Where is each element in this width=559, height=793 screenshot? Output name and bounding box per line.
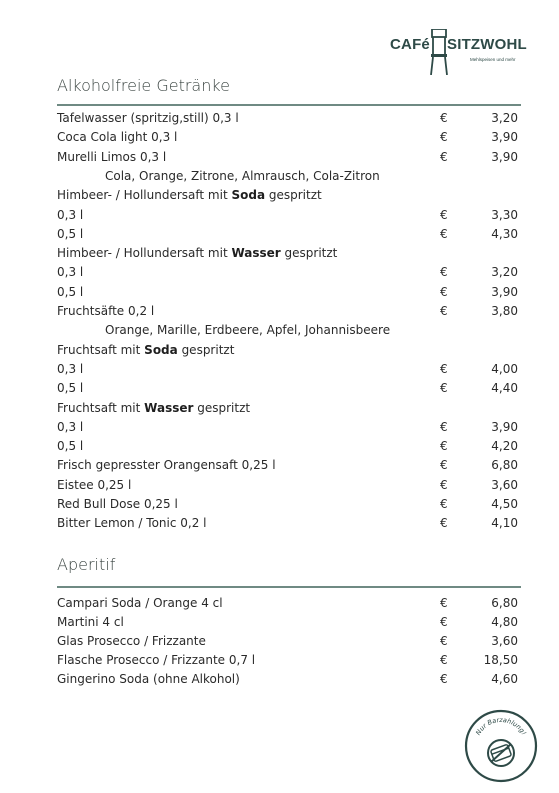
item-name: 0,3 l	[57, 361, 84, 376]
item-price: 3,30	[491, 207, 518, 222]
menu-item-row	[57, 596, 521, 615]
menu-item-row	[57, 208, 521, 227]
item-name: 0,3 l	[57, 207, 84, 222]
menu-item-row	[57, 458, 521, 477]
item-name	[57, 188, 322, 202]
no-card-icon	[488, 740, 514, 766]
currency-symbol: €	[440, 381, 448, 396]
menu-item-row	[57, 130, 521, 149]
cafe-logo	[388, 26, 528, 76]
menu-item-row	[57, 169, 521, 188]
item-name: Campari Soda / Orange 4 cl	[57, 596, 223, 610]
item-price: 4,80	[491, 615, 518, 629]
item-name: 0,5 l	[57, 284, 84, 299]
menu-item-row	[57, 672, 521, 691]
item-name: Frisch gepresster Orangensaft 0,25 l	[57, 458, 276, 473]
item-name: Gingerino Soda (ohne Alkohol)	[57, 672, 240, 686]
currency-symbol: €	[440, 516, 448, 531]
item-name: Fruchtsäfte 0,2 l	[57, 304, 155, 318]
item-name: Glas Prosecco / Frizzante	[57, 634, 206, 648]
item-price: 4,40	[491, 381, 518, 396]
item-price: 3,90	[491, 130, 518, 145]
item-name: Eistee 0,25 l	[57, 477, 132, 492]
item-name-part: gespritzt	[265, 188, 322, 203]
section-title-aperitif: Aperitif	[57, 555, 116, 574]
menu-item-row	[57, 439, 521, 458]
item-price: 4,60	[491, 672, 518, 686]
currency-symbol: €	[440, 419, 448, 434]
item-name: Murelli Limos 0,3 l	[57, 149, 167, 164]
flavor-list: Cola, Orange, Zitrone, Almrausch, Cola-Zitron	[105, 168, 380, 183]
currency-symbol: €	[440, 226, 448, 241]
currency-symbol: €	[440, 439, 448, 454]
currency-symbol: €	[440, 149, 448, 164]
logo-tagline: Mehlspeisen und mehr	[470, 57, 516, 62]
menu-item-row	[57, 265, 521, 284]
highlighted-word: Wasser	[231, 246, 281, 261]
logo-cafe-text: CAFé	[390, 36, 430, 53]
logo-sitzwohl-text: SITZWOHL	[447, 36, 527, 53]
item-price: 3,60	[491, 634, 518, 648]
item-name: 0,5 l	[57, 226, 84, 241]
item-price: 4,00	[491, 361, 518, 376]
item-price: 4,20	[491, 439, 518, 454]
cash-only-stamp	[463, 708, 539, 784]
item-price: 3,80	[491, 304, 518, 318]
section-title-alkoholfrei: Alkoholfreie Getränke	[57, 76, 230, 95]
menu-item-row	[57, 188, 521, 207]
currency-symbol: €	[440, 634, 448, 648]
highlighted-word: Soda	[144, 342, 178, 357]
section-divider	[57, 104, 521, 106]
item-name: 0,5 l	[57, 439, 84, 454]
currency-symbol: €	[440, 672, 448, 686]
item-price: 3,90	[491, 149, 518, 164]
chair-icon	[430, 29, 448, 75]
stamp-text: Nur Barzahlung!	[474, 715, 528, 737]
item-price: 6,80	[491, 458, 518, 473]
item-name: Bitter Lemon / Tonic 0,2 l	[57, 516, 207, 531]
menu-item-row	[57, 362, 521, 381]
item-name	[57, 246, 337, 260]
menu-item-row	[57, 653, 521, 672]
currency-symbol: €	[440, 477, 448, 492]
highlighted-word: Soda	[231, 188, 266, 203]
menu-item-row	[57, 401, 521, 420]
item-name-part: gespritzt	[193, 400, 251, 415]
currency-symbol: €	[440, 458, 448, 473]
menu-item-row	[57, 150, 521, 169]
menu-item-row	[57, 615, 521, 634]
section-divider	[57, 586, 521, 588]
menu-item-row	[57, 246, 521, 265]
item-name-part: Fruchtsaft mit	[57, 400, 145, 415]
item-price: 3,20	[491, 111, 518, 125]
item-name	[57, 343, 234, 357]
currency-symbol: €	[440, 304, 448, 318]
menu-item-row	[57, 381, 521, 400]
item-name: 0,3 l	[57, 419, 84, 434]
menu-item-row	[57, 420, 521, 439]
currency-symbol: €	[440, 615, 448, 629]
menu-item-row	[57, 634, 521, 653]
menu-item-row	[57, 516, 521, 535]
flavor-list: Orange, Marille, Erdbeere, Apfel, Johannisbeere	[105, 323, 391, 338]
item-name: Coca Cola light 0,3 l	[57, 130, 178, 145]
item-name: Red Bull Dose 0,25 l	[57, 497, 178, 511]
item-price: 4,10	[491, 516, 518, 531]
menu-item-row	[57, 497, 521, 516]
currency-symbol: €	[440, 361, 448, 376]
highlighted-word: Wasser	[144, 400, 194, 415]
menu-item-row	[57, 304, 521, 323]
item-name-part: Himbeer- / Hollundersaft mit	[57, 188, 232, 203]
item-price: 4,50	[491, 497, 518, 511]
currency-symbol: €	[440, 207, 448, 222]
menu-item-row	[57, 285, 521, 304]
item-price: 6,80	[491, 596, 518, 610]
menu-item-row	[57, 323, 521, 342]
currency-symbol: €	[440, 111, 448, 125]
item-name: Flasche Prosecco / Frizzante 0,7 l	[57, 653, 256, 667]
item-price: 4,30	[491, 226, 518, 241]
item-name	[57, 401, 250, 415]
item-name-part: Himbeer- / Hollundersaft mit	[57, 246, 232, 261]
currency-symbol: €	[440, 497, 448, 511]
item-price: 3,20	[491, 265, 518, 280]
item-name-part: gespritzt	[177, 342, 235, 357]
menu-item-row	[57, 227, 521, 246]
menu-item-row	[57, 343, 521, 362]
currency-symbol: €	[440, 596, 448, 610]
currency-symbol: €	[440, 130, 448, 145]
item-name-part: Fruchtsaft mit	[57, 342, 145, 357]
currency-symbol: €	[440, 265, 448, 280]
item-name-part: gespritzt	[280, 246, 338, 261]
item-name: 0,5 l	[57, 381, 84, 396]
menu-item-row	[57, 111, 521, 130]
item-name: Martini 4 cl	[57, 615, 124, 629]
item-price: 3,90	[491, 284, 518, 299]
item-price: 3,90	[491, 419, 518, 434]
item-price: 3,60	[491, 477, 518, 492]
menu-item-row	[57, 478, 521, 497]
item-name: Tafelwasser (spritzig,still) 0,3 l	[57, 111, 239, 125]
svg-text:Nur Barzahlung!	[474, 716, 528, 737]
item-price: 18,50	[483, 653, 518, 667]
currency-symbol: €	[440, 284, 448, 299]
currency-symbol: €	[440, 653, 448, 667]
item-name: 0,3 l	[57, 265, 84, 280]
